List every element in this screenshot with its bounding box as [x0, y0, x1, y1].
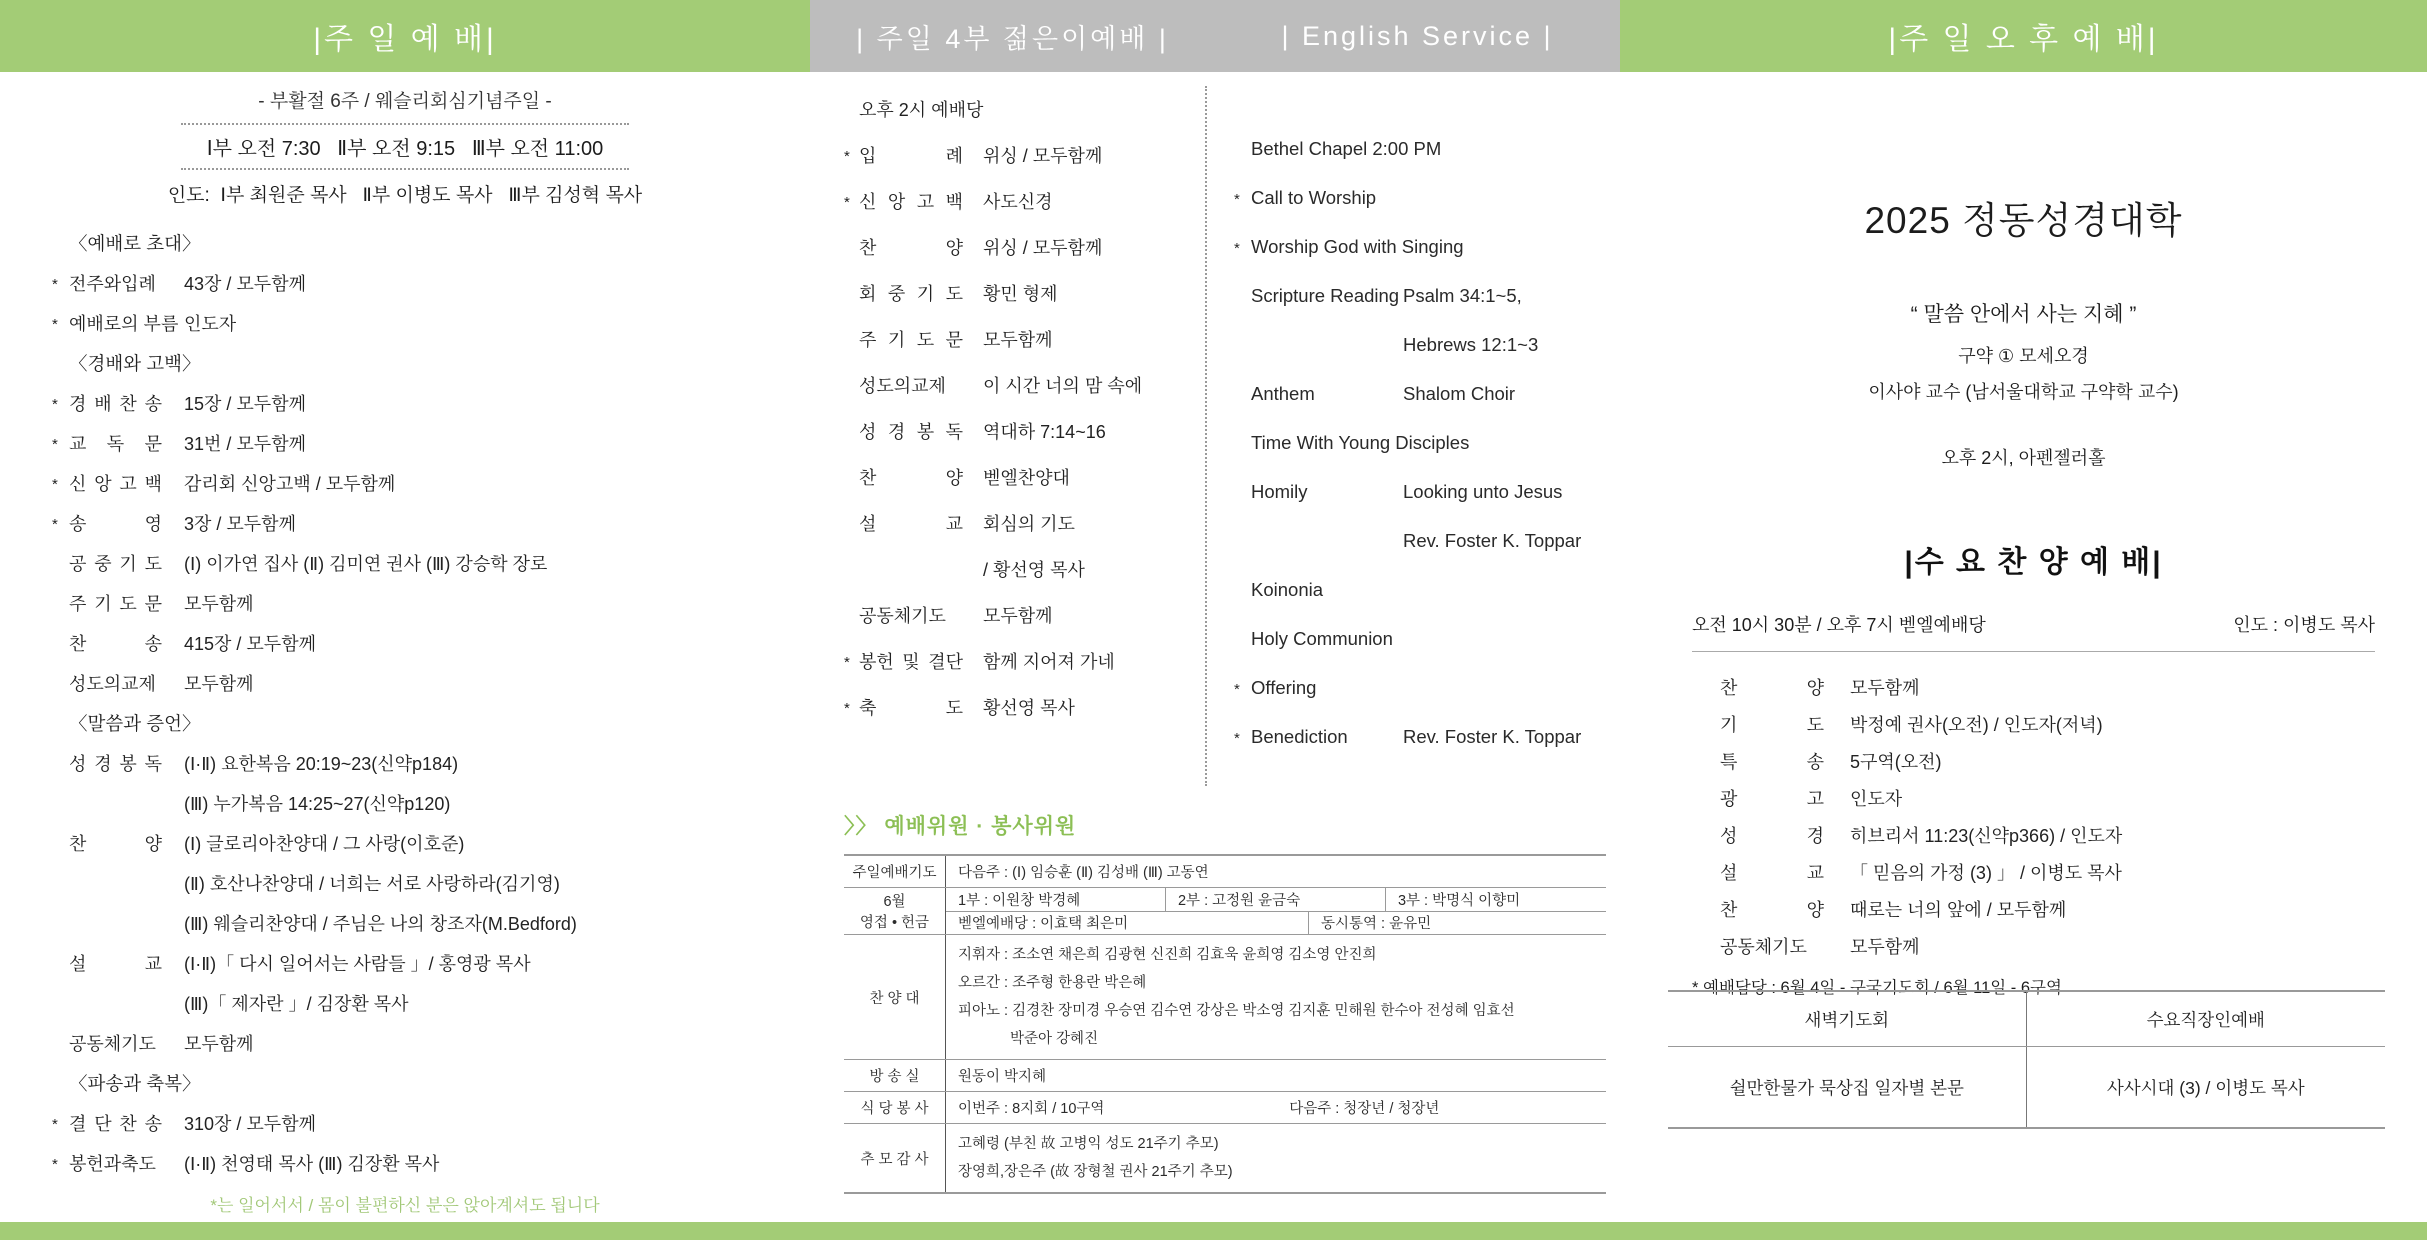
wednesday-order-row [1720, 816, 2375, 853]
order-item-value: 감리회 신앙고백 / 모두함께 [184, 474, 396, 494]
worship-order-row [52, 543, 810, 583]
order-item-label: 찬 양 [1720, 677, 1824, 698]
stand-marker: * [52, 396, 58, 413]
worship-order-row [52, 383, 810, 423]
youth-worship-band-title: | 주일 4부 젊은이예배 | [856, 23, 1169, 54]
worship-order-row [52, 783, 810, 823]
worship-order-row [52, 743, 810, 783]
order-item-value: 박정예 권사(오전) / 인도자(저녁) [1850, 714, 2103, 735]
order-item-label: Bethel Chapel 2:00 PM [1251, 137, 1442, 159]
order-item-value: 5구역(오전) [1850, 751, 1942, 772]
stand-marker [844, 292, 859, 295]
order-item-label: 신 앙 고 백 [69, 474, 162, 494]
stand-marker [52, 642, 69, 645]
worship-order-row [52, 1023, 810, 1063]
committee-section [844, 810, 1606, 1194]
bible-college-time-place: 오후 2시, 아펜젤러홀 [1941, 448, 2106, 468]
youth-worship-column [810, 72, 1205, 786]
wednesday-duty-note: * 예배담당 : 6월 4일 - 구국기도회 / 6월 11일 - 6구역 [1692, 979, 2062, 997]
stand-marker: * [844, 194, 850, 211]
stand-marker [1234, 392, 1251, 395]
stand-marker [52, 762, 69, 765]
stand-marker [1234, 343, 1251, 346]
youth-order-row [844, 178, 1205, 224]
worship-order-row [52, 943, 810, 983]
order-item-value: (Ⅱ) 호산나찬양대 / 너희는 서로 사랑하라(김기영) [184, 874, 560, 894]
order-item-label: 성 경 [1720, 825, 1824, 846]
order-item-label: 공동체기도 [1720, 936, 1807, 957]
worship-order-row [52, 1063, 810, 1103]
english-order-row [1234, 467, 1620, 516]
order-item-value: 43장 / 모두함께 [184, 274, 306, 294]
committee-row-choir [844, 935, 1606, 1060]
order-item-label: Time With Young Disciples [1251, 431, 1470, 453]
youth-order-row [844, 500, 1205, 546]
stand-marker [844, 568, 859, 571]
english-order-row [1234, 222, 1620, 271]
sunday-worship-band-title: |주 일 예 배| [313, 23, 497, 56]
worship-order-row [52, 983, 810, 1023]
worship-order-row [52, 263, 810, 303]
youth-order-row [844, 132, 1205, 178]
order-item-label: Holy Communion [1251, 627, 1393, 649]
english-order-row [1234, 614, 1620, 663]
afternoon-worship-panel [1620, 72, 2427, 1222]
order-item-label: Homily [1251, 480, 1308, 502]
worship-order-row [52, 423, 810, 463]
stand-marker: * [844, 700, 850, 717]
stand-marker [1234, 539, 1251, 542]
order-item-label: 설 교 [69, 954, 162, 974]
stand-marker: * [52, 1116, 58, 1133]
wednesday-order-row [1720, 779, 2375, 816]
cafeteria-values [946, 1092, 1606, 1123]
wednesday-info-line [1692, 611, 2375, 652]
english-order-row [1234, 418, 1620, 467]
order-item-label: 경 배 찬 송 [69, 394, 162, 414]
usher-cell-1: 1부 : 이원창 박경혜 [946, 888, 1166, 911]
prayer-table-body-row [1668, 1047, 2385, 1127]
committee-row-ushers [844, 888, 1606, 935]
order-item-value: 모두함께 [184, 674, 254, 694]
stand-marker: * [1234, 190, 1240, 208]
row-label-line2: 영접 • 헌금 [859, 915, 930, 931]
order-item-label: 〈파송과 축복〉 [69, 1073, 201, 1094]
row-value: 다음주 : (Ⅰ) 임승훈 (Ⅱ) 김성배 (Ⅲ) 고동연 [958, 865, 1209, 881]
order-item-label: 주 기 도 문 [859, 330, 963, 350]
committee-row-memorial [844, 1124, 1606, 1192]
order-item-value: 함께 지어져 가네 [983, 652, 1115, 672]
order-item-value: Rev. Foster K. Toppar [1403, 725, 1582, 747]
order-item-value: 모두함께 [1850, 936, 1920, 957]
bible-college-block [1620, 190, 2427, 470]
usher-cells [946, 888, 1606, 934]
order-item-label: 공동체기도 [69, 1034, 156, 1054]
order-item-label: 교 독 문 [69, 434, 162, 454]
worship-order-row [52, 703, 810, 743]
order-item-value: / 황선영 목사 [983, 560, 1085, 580]
committee-row-prayer [844, 856, 1606, 888]
memorial-line: 장영희,장은주 (故 장형철 권사 21주기 추모) [958, 1164, 1233, 1180]
prayer-table-header-row [1668, 992, 2385, 1047]
choir-line: 박준아 강혜진 [1010, 1031, 1099, 1047]
stand-marker [844, 430, 859, 433]
youth-order-row [844, 546, 1205, 592]
order-item-value: 모두함께 [184, 1034, 254, 1054]
stand-marker [844, 614, 859, 617]
order-item-value: 인도자 [184, 314, 237, 334]
bottom-green-band [0, 1222, 2427, 1240]
wednesday-order-row [1720, 705, 2375, 742]
order-item-label: 오후 2시 예배당 [859, 100, 984, 120]
order-item-label: 〈경배와 고백〉 [69, 353, 201, 374]
stand-marker: * [52, 516, 58, 533]
stand-marker: * [52, 316, 58, 333]
order-item-label: 광 고 [1720, 788, 1824, 809]
committee-table [844, 854, 1606, 1194]
middle-columns [810, 72, 1620, 786]
order-item-value: 이 시간 너의 맘 속에 [983, 376, 1143, 396]
stand-marker: * [52, 276, 58, 293]
stand-marker [52, 1082, 69, 1085]
order-item-label: 찬 양 [859, 468, 963, 488]
order-item-label: 성도의교제 [69, 674, 156, 694]
worship-order-row [52, 823, 810, 863]
wednesday-order-of-worship [1692, 668, 2375, 964]
order-item-value: Psalm 34:1~5, [1403, 284, 1522, 306]
order-item-label: 〈말씀과 증언〉 [69, 713, 201, 734]
choir-line: 피아노 : 김경찬 장미경 우승연 김수연 강상은 박소영 김지훈 민해원 한수아 전성혜 임효선 [958, 1003, 1515, 1019]
bible-college-theme: “ 말씀 안에서 사는 지혜 ” [1910, 303, 2137, 326]
order-item-value: Shalom Choir [1403, 382, 1516, 404]
usher-cell-2: 2부 : 고정원 윤금숙 [1166, 888, 1386, 911]
order-item-value: 위싱 / 모두함께 [983, 238, 1103, 258]
order-item-label: 〈예배로 초대〉 [69, 233, 201, 254]
row-value: 원동이 박지혜 [958, 1069, 1047, 1085]
stand-marker [52, 1042, 69, 1045]
row-label: 방 송 실 [844, 1060, 946, 1091]
order-item-value: (Ⅲ)「 제자란 」/ 김장환 목사 [184, 994, 409, 1014]
stand-marker [844, 108, 859, 111]
stand-marker [1234, 441, 1251, 444]
row-label: 주일예배기도 [844, 856, 946, 887]
row-label [844, 888, 946, 934]
order-item-value: Looking unto Jesus [1403, 480, 1563, 502]
cafeteria-this-week: 이번주 : 8지회 / 10구역 [958, 1101, 1105, 1117]
choir-lines [946, 935, 1606, 1059]
order-item-label: 축 도 [859, 698, 963, 718]
order-item-value: 모두함께 [983, 330, 1053, 350]
worship-order-row [52, 623, 810, 663]
choir-line: 오르간 : 조주형 한용란 박은혜 [958, 975, 1147, 991]
order-item-label: 설 교 [859, 514, 963, 534]
english-order-row [1234, 124, 1620, 173]
order-item-label: 결 단 찬 송 [69, 1114, 162, 1134]
stand-marker [1234, 490, 1251, 493]
stand-marker [52, 842, 69, 845]
wednesday-order-row [1720, 853, 2375, 890]
afternoon-worship-band [1620, 0, 2427, 72]
worship-order-row [52, 663, 810, 703]
order-item-label: 성도의교제 [859, 376, 946, 396]
order-item-value: 인도자 [1850, 788, 1903, 809]
youth-order-row [844, 86, 1205, 132]
stand-marker [844, 338, 859, 341]
order-item-value: 310장 / 모두함께 [184, 1114, 316, 1134]
order-item-value: Rev. Foster K. Toppar [1403, 529, 1582, 551]
sunday-order-of-worship [52, 223, 810, 1183]
row-label: 식 당 봉 사 [844, 1092, 946, 1123]
usher-row-top [946, 888, 1606, 912]
bible-college-title: 2025 정동성경대학 [1864, 200, 2183, 241]
stand-marker [844, 522, 859, 525]
sunday-worship-band [0, 0, 810, 72]
stand-marker [52, 962, 69, 965]
order-item-value: (Ⅰ·Ⅱ) 요한복음 20:19~23(신약p184) [184, 754, 459, 774]
english-order-row [1234, 565, 1620, 614]
order-item-label: 성 경 봉 독 [69, 754, 162, 774]
order-item-value: (Ⅰ·Ⅱ) 천영태 목사 (Ⅲ) 김장환 목사 [184, 1154, 440, 1174]
wednesday-order-row [1720, 927, 2375, 964]
middle-band [810, 0, 1620, 72]
wednesday-time-place: 오전 10시 30분 / 오후 7시 벧엘예배당 [1692, 615, 1986, 635]
order-item-label: Koinonia [1251, 578, 1324, 600]
worship-order-row [52, 583, 810, 623]
youth-order-row [844, 684, 1205, 730]
cafeteria-next-week: 다음주 : 청장년 / 청장년 [1289, 1101, 1440, 1117]
stand-marker [844, 384, 859, 387]
english-order-row [1234, 320, 1620, 369]
order-item-value: 회심의 기도 [983, 514, 1075, 534]
middle-panel [810, 72, 1620, 1222]
order-item-label: 설 교 [1720, 862, 1824, 883]
youth-order-row [844, 362, 1205, 408]
usher-cell-interpret: 동시통역 : 윤유민 [1321, 916, 1432, 933]
order-item-value: (Ⅲ) 웨슬리찬양대 / 주님은 나의 창조자(M.Bedford) [184, 914, 577, 934]
order-item-label: 특 송 [1720, 751, 1824, 772]
memorial-line: 고혜령 (부친 故 고병익 성도 21주기 추모) [958, 1136, 1219, 1152]
order-item-label: 봉헌과축도 [69, 1154, 156, 1174]
order-item-value: 모두함께 [1850, 677, 1920, 698]
order-item-label: Offering [1251, 676, 1317, 698]
stand-marker: * [844, 148, 850, 165]
stand-marker [844, 246, 859, 249]
wednesday-worship-title: |수 요 찬 양 예 배| [1904, 546, 2163, 579]
order-item-value: 황민 형제 [983, 284, 1058, 304]
worship-order-row [52, 863, 810, 903]
usher-cell-3: 3부 : 박명식 이향미 [1397, 892, 1521, 909]
order-item-value: (Ⅰ·Ⅱ)「 다시 일어서는 사람들 」/ 홍영광 목사 [184, 954, 531, 974]
stand-marker: * [52, 476, 58, 493]
stand-marker [52, 802, 69, 805]
committee-row-broadcast [844, 1060, 1606, 1092]
youth-order-row [844, 454, 1205, 500]
order-item-label: Worship God with Singing [1251, 235, 1464, 257]
order-item-value: (Ⅰ) 이가연 집사 (Ⅱ) 김미연 권사 (Ⅲ) 강승학 장로 [184, 554, 548, 574]
stand-marker [52, 242, 69, 245]
dawn-prayer-cell: 쉴만한물가 묵상집 일자별 본문 [1668, 1047, 2027, 1127]
worship-order-row [52, 343, 810, 383]
order-item-label: 성 경 봉 독 [859, 422, 963, 442]
order-item-label: 기 도 [1720, 714, 1824, 735]
committee-heading: 〉〉 예배위원 · 봉사위원 [844, 815, 1077, 838]
order-item-value: 3장 / 모두함께 [184, 514, 296, 534]
order-item-label: 송 영 [69, 514, 162, 534]
order-item-label: 신 앙 고 백 [859, 192, 963, 212]
usher-row-bottom [946, 912, 1606, 935]
youth-order-row [844, 224, 1205, 270]
stand-marker [1234, 294, 1251, 297]
order-item-value: 역대하 7:14~16 [983, 422, 1106, 442]
row-label: 추 모 감 사 [844, 1124, 946, 1192]
worship-order-row [52, 303, 810, 343]
english-service-column [1205, 86, 1620, 786]
order-item-value: (Ⅲ) 누가복음 14:25~27(신약p120) [184, 794, 451, 814]
workers-worship-header: 수요직장인예배 [2146, 1009, 2265, 1030]
order-item-value: 모두함께 [983, 606, 1053, 626]
order-item-value: 위싱 / 모두함께 [983, 146, 1103, 166]
stand-marker [1234, 588, 1251, 591]
order-item-label: Anthem [1251, 382, 1315, 404]
english-order-row [1234, 712, 1620, 761]
english-order-row [1234, 173, 1620, 222]
stand-marker [52, 922, 69, 925]
english-order-row [1234, 516, 1620, 565]
youth-order-row [844, 270, 1205, 316]
order-item-value: 황선영 목사 [983, 698, 1075, 718]
stand-marker: * [52, 436, 58, 453]
memorial-lines [946, 1124, 1606, 1192]
order-item-value: 모두함께 [184, 594, 254, 614]
stand-marker: * [1234, 239, 1240, 257]
stand-marker: * [1234, 680, 1240, 698]
worship-order-row [52, 1103, 810, 1143]
order-item-label: 찬 송 [69, 634, 162, 654]
sunday-worship-header [0, 86, 810, 207]
workers-worship-cell: 사사시대 (3) / 이병도 목사 [2106, 1077, 2305, 1098]
order-item-label: 찬 양 [859, 238, 963, 258]
order-item-label: 찬 양 [1720, 899, 1824, 920]
sunday-worship-panel [0, 72, 810, 1222]
usher-cell-bethel: 벧엘예배당 : 이효택 최은미 [946, 912, 1309, 935]
order-item-value: 벧엘찬양대 [983, 468, 1070, 488]
stand-marker [52, 682, 69, 685]
youth-order-row [844, 592, 1205, 638]
english-order-row [1234, 369, 1620, 418]
stand-marker [52, 602, 69, 605]
afternoon-worship-band-title: |주 일 오 후 예 배| [1888, 23, 2159, 56]
worship-order-row [52, 503, 810, 543]
order-item-label: 회 중 기 도 [859, 284, 963, 304]
order-item-value: 때로는 너의 앞에 / 모두함께 [1850, 899, 2067, 920]
order-item-value: 415장 / 모두함께 [184, 634, 316, 654]
english-order-row [1234, 663, 1620, 712]
stand-marker [52, 882, 69, 885]
worship-order-row [52, 1143, 810, 1183]
youth-order-row [844, 316, 1205, 362]
row-label-line1: 6월 [883, 894, 906, 910]
order-item-label: 찬 양 [69, 834, 162, 854]
order-item-value: 31번 / 모두함께 [184, 434, 306, 454]
order-item-label: 주 기 도 문 [69, 594, 162, 614]
row-label: 찬 양 대 [844, 935, 946, 1059]
stand-marker [1234, 637, 1251, 640]
stand-marker [52, 722, 69, 725]
prayer-services-table [1668, 990, 2385, 1129]
order-item-label: 전주와입례 [69, 274, 156, 294]
english-order-row [1234, 271, 1620, 320]
order-item-value: 15장 / 모두함께 [184, 394, 306, 414]
order-item-value: 히브리서 11:23(신약p366) / 인도자 [1850, 825, 2123, 846]
service-times: Ⅰ부 오전 7:30 Ⅱ부 오전 9:15 Ⅲ부 오전 11:00 [181, 123, 630, 170]
order-item-label: Scripture Reading [1251, 284, 1400, 306]
wednesday-order-row [1720, 668, 2375, 705]
bible-college-lecturer: 이사야 교수 (남서울대학교 구약학 교수) [1868, 382, 2179, 402]
order-item-label: 예배로의 부름 [69, 314, 179, 334]
order-item-label: 공 중 기 도 [69, 554, 162, 574]
order-item-value: (Ⅰ) 글로리아찬양대 / 그 사랑(이호준) [184, 834, 465, 854]
wednesday-worship-block [1692, 537, 2375, 998]
english-service-band-title: | English Service | [1281, 20, 1554, 51]
choir-line: 지휘자 : 조소연 채은희 김광현 신진희 김효욱 윤희영 김소영 안진희 [958, 947, 1377, 963]
order-item-value: 「 믿음의 가정 (3) 」 / 이병도 목사 [1850, 862, 2122, 883]
bible-college-series: 구약 ① 모세오경 [1958, 346, 2089, 366]
order-item-label: Call to Worship [1251, 186, 1377, 208]
committee-row-cafeteria [844, 1092, 1606, 1124]
stand-footnote: *는 일어서서 / 몸이 불편하신 분은 앉아계셔도 됩니다 [210, 1196, 600, 1215]
order-item-value: 사도신경 [983, 192, 1053, 212]
stand-marker [1234, 147, 1251, 150]
sunday-subtitle: - 부활절 6주 / 웨슬리회심기념주일 - [258, 91, 552, 112]
stand-marker: * [52, 1156, 58, 1173]
stand-marker [52, 1002, 69, 1005]
youth-order-row [844, 638, 1205, 684]
worship-order-row [52, 223, 810, 263]
dawn-prayer-header: 새벽기도회 [1668, 992, 2027, 1046]
stand-marker [52, 562, 69, 565]
youth-order-row [844, 408, 1205, 454]
order-item-value: Hebrews 12:1~3 [1403, 333, 1539, 355]
service-leaders: 인도: Ⅰ부 최원준 목사 Ⅱ부 이병도 목사 Ⅲ부 김성혁 목사 [167, 185, 643, 206]
worship-order-row [52, 463, 810, 503]
stand-marker: * [844, 654, 850, 671]
wednesday-order-row [1720, 742, 2375, 779]
stand-marker [844, 476, 859, 479]
order-item-label: 공동체기도 [859, 606, 946, 626]
stand-marker [52, 362, 69, 365]
order-item-label: 봉헌 및 결단 [859, 652, 963, 672]
order-item-label: 입 례 [859, 146, 963, 166]
stand-marker: * [1234, 729, 1240, 747]
wednesday-order-row [1720, 890, 2375, 927]
worship-order-row [52, 903, 810, 943]
order-item-label: Benediction [1251, 725, 1348, 747]
wednesday-leader: 인도 : 이병도 목사 [2233, 615, 2375, 635]
